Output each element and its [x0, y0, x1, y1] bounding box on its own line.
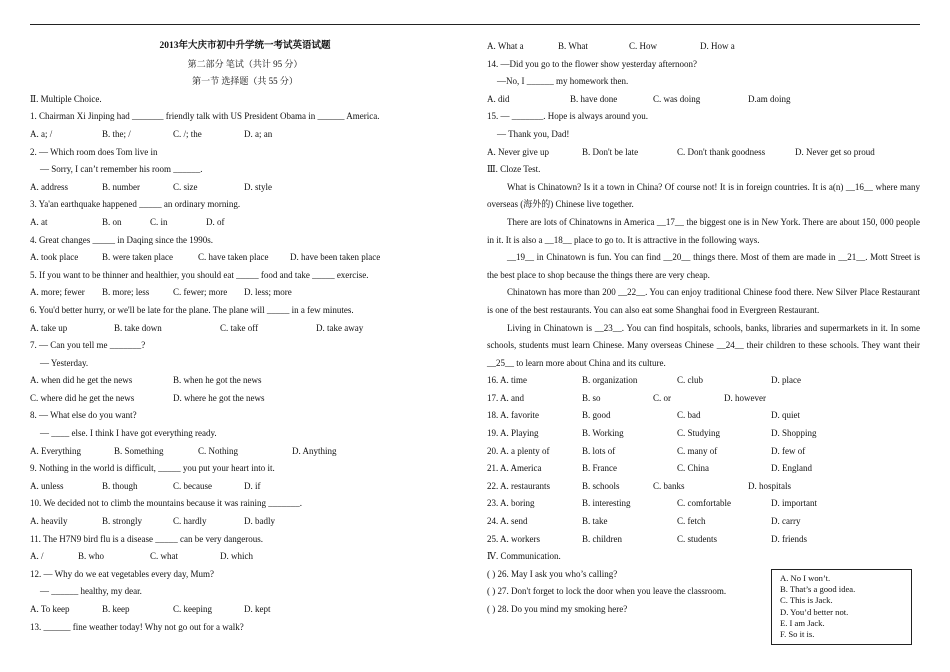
q7-options-ab [30, 372, 460, 390]
q16-option-a: 16. A. time [487, 375, 527, 386]
q12-option-d: D. kept [244, 604, 271, 614]
q13-option-d: D. How a [700, 41, 735, 51]
cloze-paragraph-4: Chinatown has more than 200 __22__. You can enjoy traditional Chinese food there. New Silver Place Restaurant is one of the best restaurants. You can also eat some Shanghai food in Evergreen Restaurant. [487, 287, 920, 315]
q21-option-a: 21. A. America [487, 463, 542, 474]
q21-option-b: B. France [582, 463, 617, 474]
q23-option-b: B. interesting [582, 498, 631, 509]
q11-option-a: A. / [30, 551, 44, 562]
q8-option-a: A. Everything [30, 445, 81, 456]
q15-option-c: C. Don't thank goodness [677, 146, 766, 157]
q22-option-a: 22. A. restaurants [487, 480, 550, 491]
q22-options [487, 478, 920, 496]
q20-option-a: 20. A. a plenty of [487, 445, 550, 456]
q11-option-d: D. which [220, 551, 253, 562]
q7-option-b: B. when he got the news [173, 375, 262, 386]
q27-line: ( ) 27. Don't forget to lock the door when you leave the classroom. [487, 586, 727, 597]
q3-option-c: C. in [150, 216, 168, 227]
q7-option-a: A. when did he get the news [30, 375, 133, 386]
q8-option-c: C. Nothing [198, 445, 239, 456]
q16-option-d: D. place [771, 375, 801, 386]
q10-option-b: B. strongly [102, 516, 143, 527]
q9-option-a: A. unless [30, 480, 64, 491]
q23-option-d: D. important [771, 498, 817, 509]
q12-stem: 12. — Why do we eat vegetables every day, Mum? [30, 568, 214, 579]
q1-option-b: B. the; / [102, 128, 131, 139]
cloze-paragraph-5: Living in Chinatown is __23__. You can find hospitals, schools, banks, libraries and supermarkets in it. In some schools, students must learn Chinese. Many overseas Chinese __24__ their children to these schools. They want their __25__ to learn more about China and its culture. [487, 322, 920, 368]
q22-option-b: B. schools [582, 480, 620, 491]
q5-option-a: A. more; fewer [30, 287, 85, 298]
q3-option-a: A. at [30, 216, 48, 227]
q1-option-c: C. /; the [173, 128, 202, 139]
q18-option-a: 18. A. favorite [487, 410, 539, 421]
q19-option-b: B. Working [582, 428, 624, 439]
q16-option-b: B. organization [582, 375, 638, 386]
part-heading: 第二部分 笔试（共计 95 分） [187, 58, 303, 69]
q14-stem: 14. —Did you go to the flower show yesterday afternoon? [487, 58, 697, 69]
q17-option-b: B. so [582, 392, 601, 403]
mc-heading: Ⅱ. Multiple Choice. [30, 93, 102, 104]
q10-option-a: A. heavily [30, 516, 68, 527]
q13-option-b: B. What [558, 41, 588, 51]
q10-option-d: D. badly [244, 516, 275, 527]
q8-stem: 8. — What else do you want? [30, 410, 137, 421]
q21-option-c: C. China [677, 463, 710, 474]
q26-line: ( ) 26. May I ask you who’s calling? [487, 568, 618, 579]
q13-options [487, 38, 920, 56]
q25-options [487, 531, 920, 549]
q15-options [487, 144, 920, 162]
q10-options [30, 513, 460, 531]
q15-option-d: D. Never get so proud [795, 146, 875, 157]
q16-option-c: C. club [677, 375, 703, 386]
top-rule [30, 24, 920, 25]
q19-option-a: 19. A. Playing [487, 428, 539, 439]
q28-line: ( ) 28. Do you mind my smoking here? [487, 604, 628, 614]
section-heading: 第一节 选择题（共 55 分） [192, 76, 298, 87]
q2-option-d: D. style [244, 181, 272, 192]
q14-reply: —No, I ______ my homework then. [497, 76, 629, 87]
q4-option-d: D. have been taken place [290, 252, 381, 263]
choice-d: D. You’d better not. [780, 606, 849, 617]
q24-option-b: B. take [582, 516, 608, 527]
q17-option-d: D. however [724, 392, 766, 403]
q7-reply: — Yesterday. [40, 357, 89, 368]
q12-options [30, 601, 460, 619]
q5-options [30, 284, 460, 302]
right-column [487, 38, 920, 619]
q9-option-d: D. if [244, 480, 261, 491]
q17-option-c: C. or [653, 392, 671, 403]
q24-option-d: D. carry [771, 516, 801, 527]
q15-option-a: A. Never give up [487, 146, 549, 157]
q2-option-b: B. number [102, 181, 140, 192]
q21-option-d: D. England [771, 463, 812, 474]
q8-options [30, 443, 460, 461]
q20-option-c: C. many of [677, 445, 718, 456]
left-column [30, 38, 460, 636]
q1-stem: 1. Chairman Xi Jinping had _______ friendly talk with US President Obama in ______ America. [30, 111, 380, 122]
q20-options [487, 443, 920, 461]
q25-option-a: 25. A. workers [487, 533, 540, 544]
q11-stem: 11. The H7N9 bird flu is a disease _____ can be very dangerous. [30, 533, 263, 544]
q24-option-a: 24. A. send [487, 516, 528, 527]
q9-option-b: B. though [102, 480, 138, 491]
q8-reply: — ____ else. I think I have got everything ready. [40, 428, 217, 439]
q7-option-d: D. where he got the news [173, 392, 265, 403]
q6-options [30, 320, 460, 338]
q20-option-b: B. lots of [582, 445, 616, 456]
q15-stem: 15. — _______. Hope is always around you. [487, 111, 648, 122]
q24-option-c: C. fetch [677, 516, 706, 527]
choice-e: E. I am Jack. [780, 617, 825, 628]
q1-option-a: A. a; / [30, 128, 53, 139]
q22-option-c: C. banks [653, 480, 685, 491]
q15-reply: — Thank you, Dad! [497, 128, 570, 139]
q24-options [487, 513, 920, 531]
q16-options [487, 372, 920, 390]
choice-f: F. So it is. [780, 629, 815, 640]
q12-option-a: A. To keep [30, 604, 70, 614]
cloze-paragraph-1: What is Chinatown? Is it a town in China? Of course not! It is in foreign countries. It is a(n) __16__ where many overseas (海外的) Chinese live together. [487, 181, 920, 210]
q13-option-a: A. What a [487, 41, 524, 51]
q2-reply: — Sorry, I can’t remember his room ______. [40, 164, 203, 175]
q25-option-d: D. friends [771, 533, 807, 544]
q4-option-b: B. were taken place [102, 252, 173, 263]
q14-option-d: D.am doing [748, 93, 791, 104]
q10-option-c: C. hardly [173, 516, 207, 527]
q23-option-c: C. comfortable [677, 498, 731, 509]
q9-stem: 9. Nothing in the world is difficult, _____ you put your heart into it. [30, 463, 275, 474]
q1-option-d: D. a; an [244, 128, 273, 139]
q4-options [30, 249, 460, 267]
q5-stem: 5. If you want to be thinner and healthier, you should eat _____ food and take _____ exercise. [30, 269, 369, 280]
q13-option-c: C. How [629, 41, 658, 51]
q14-option-c: C. was doing [653, 93, 701, 104]
q3-option-b: B. on [102, 216, 122, 227]
q17-option-a: 17. A. and [487, 392, 524, 403]
q19-option-d: D. Shopping [771, 428, 817, 439]
q19-option-c: C. Studying [677, 428, 721, 439]
communication-heading: Ⅳ. Communication. [487, 551, 561, 562]
q3-stem: 3. Ya'an earthquake happened _____ an ordinary morning. [30, 199, 241, 210]
q11-options [30, 548, 460, 566]
q5-option-d: D. less; more [244, 287, 292, 298]
q8-option-b: B. Something [114, 445, 164, 456]
cloze-heading: Ⅲ. Cloze Test. [487, 164, 541, 175]
q2-options [30, 179, 460, 197]
q15-option-b: B. Don't be late [582, 146, 639, 157]
q5-option-c: C. fewer; more [173, 287, 228, 298]
q21-options [487, 460, 920, 478]
q10-stem: 10. We decided not to climb the mountains because it was raining _______. [30, 498, 303, 509]
q14-options [487, 91, 920, 109]
q11-option-c: C. what [150, 551, 178, 562]
q17-options [487, 390, 920, 408]
q2-option-a: A. address [30, 181, 68, 192]
q22-option-d: D. hospitals [748, 480, 792, 491]
q9-options [30, 478, 460, 496]
q25-option-b: B. children [582, 533, 622, 544]
cloze-paragraph-3: __19__ in Chinatown is fun. You can find __20__ things there. Most of them are made in __21__. Mott Street is the best place to shop because the things there are very cheap. [487, 252, 920, 280]
q18-options [487, 407, 920, 425]
q8-option-d: D. Anything [292, 445, 337, 456]
q25-option-c: C. students [677, 533, 718, 544]
q11-option-b: B. who [78, 551, 105, 562]
q2-option-c: C. size [173, 181, 198, 192]
choice-a: A. No I won’t. [780, 573, 831, 583]
q7-option-c: C. where did he get the news [30, 392, 135, 403]
q6-option-d: D. take away [316, 322, 364, 333]
q12-option-c: C. keeping [173, 604, 212, 614]
q9-option-c: C. because [173, 480, 212, 491]
communication-choices-box [771, 569, 912, 645]
q3-options [30, 214, 460, 232]
q18-option-d: D. quiet [771, 410, 800, 421]
q1-options [30, 126, 460, 144]
cloze-paragraph-2: There are lots of Chinatowns in America __17__ the biggest one is in New York. There are about 150, 000 people in it. It is also a __18__ place to go to. It is attractive in the following ways. [487, 216, 920, 245]
q3-option-d: D. of [206, 216, 225, 227]
q12-option-b: B. keep [102, 604, 130, 614]
q12-reply: — ______ healthy, my dear. [40, 586, 142, 597]
q6-option-b: B. take down [114, 322, 162, 333]
q18-option-c: C. bad [677, 410, 701, 421]
q23-option-a: 23. A. boring [487, 498, 535, 509]
q6-option-a: A. take up [30, 322, 68, 333]
q19-options [487, 425, 920, 443]
q7-options-cd [30, 390, 460, 408]
q14-option-b: B. have done [570, 93, 618, 104]
exam-title: 2013年大庆市初中升学统一考试英语试题 [159, 41, 331, 51]
q7-stem: 7. — Can you tell me _______? [30, 340, 146, 351]
q6-option-c: C. take off [220, 322, 259, 333]
q4-stem: 4. Great changes _____ in Daqing since the 1990s. [30, 234, 213, 245]
q2-stem: 2. — Which room does Tom live in [30, 146, 158, 157]
q23-options [487, 495, 920, 513]
q13-stem: 13. ______ fine weather today! Why not go out for a walk? [30, 621, 244, 632]
q4-option-c: C. have taken place [198, 252, 269, 263]
choice-b: B. That’s a good idea. [780, 584, 856, 595]
q6-stem: 6. You'd better hurry, or we'll be late for the plane. The plane will _____ in a few minutes. [30, 304, 354, 315]
choice-c: C. This is Jack. [780, 595, 833, 606]
q5-option-b: B. more; less [102, 287, 150, 298]
q14-option-a: A. did [487, 93, 510, 104]
q20-option-d: D. few of [771, 445, 806, 456]
q18-option-b: B. good [582, 410, 611, 421]
q4-option-a: A. took place [30, 252, 79, 263]
